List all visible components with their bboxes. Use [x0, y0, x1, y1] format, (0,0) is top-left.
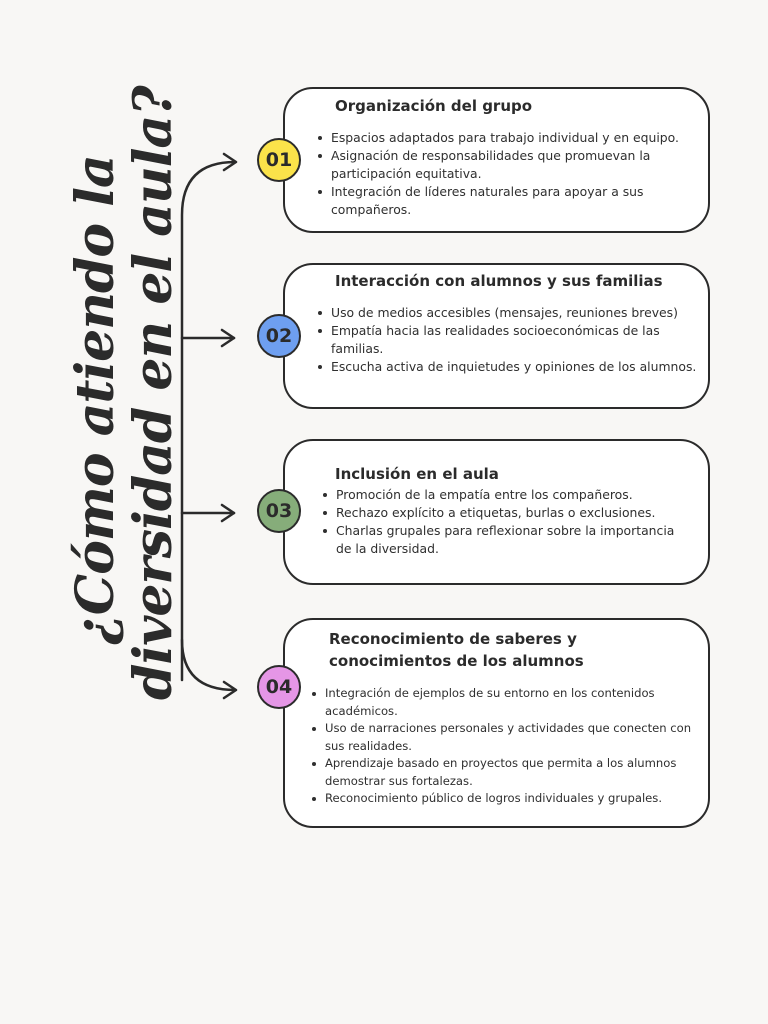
list-item: Rechazo explícito a etiquetas, burlas o exclusiones. — [323, 504, 688, 522]
list-item: Charlas grupales para reflexionar sobre la importancia de la diversidad. — [323, 522, 688, 558]
list-item: Promoción de la empatía entre los compañeros. — [323, 486, 688, 504]
step-heading: Interacción con alumnos y sus familias — [335, 272, 663, 290]
title-line-2: diversidad en el aula? — [123, 86, 184, 700]
list-item: Uso de narraciones personales y actividades que conecten con sus realidades. — [312, 720, 692, 755]
list-item: Reconocimiento público de logros individuales y grupales. — [312, 790, 692, 808]
step-list — [318, 129, 698, 219]
step-heading: Inclusión en el aula — [335, 465, 499, 483]
step-card-01 — [283, 87, 710, 233]
list-item: Integración de ejemplos de su entorno en los contenidos académicos. — [312, 685, 692, 720]
list-item: Integración de líderes naturales para apoyar a sus compañeros. — [318, 183, 698, 219]
step-list — [318, 304, 704, 376]
step-list — [323, 486, 688, 558]
step-heading: Reconocimiento de saberes y conocimientos de los alumnos — [329, 630, 584, 670]
list-item: Aprendizaje basado en proyectos que permita a los alumnos demostrar sus fortalezas. — [312, 755, 692, 790]
branch-bottom-curve — [182, 640, 235, 690]
step-badge-03: 03 — [257, 489, 301, 533]
title-line-1: ¿Cómo atiendo la — [65, 155, 126, 645]
step-badge-04: 04 — [257, 665, 301, 709]
branch-top-curve — [182, 162, 235, 680]
step-card-02 — [283, 263, 710, 409]
step-card-03 — [283, 439, 710, 585]
step-list — [312, 685, 692, 808]
step-badge-02: 02 — [257, 314, 301, 358]
step-badge-01: 01 — [257, 138, 301, 182]
list-item: Uso de medios accesibles (mensajes, reuniones breves) — [318, 304, 704, 322]
step-card-04 — [283, 618, 710, 828]
list-item: Empatía hacia las realidades socioeconómicas de las familias. — [318, 322, 704, 358]
list-item: Escucha activa de inquietudes y opiniones de los alumnos. — [318, 358, 704, 376]
step-heading: Organización del grupo — [335, 97, 533, 115]
list-item: Asignación de responsabilidades que promuevan la participación equitativa. — [318, 147, 698, 183]
list-item: Espacios adaptados para trabajo individual y en equipo. — [318, 129, 698, 147]
